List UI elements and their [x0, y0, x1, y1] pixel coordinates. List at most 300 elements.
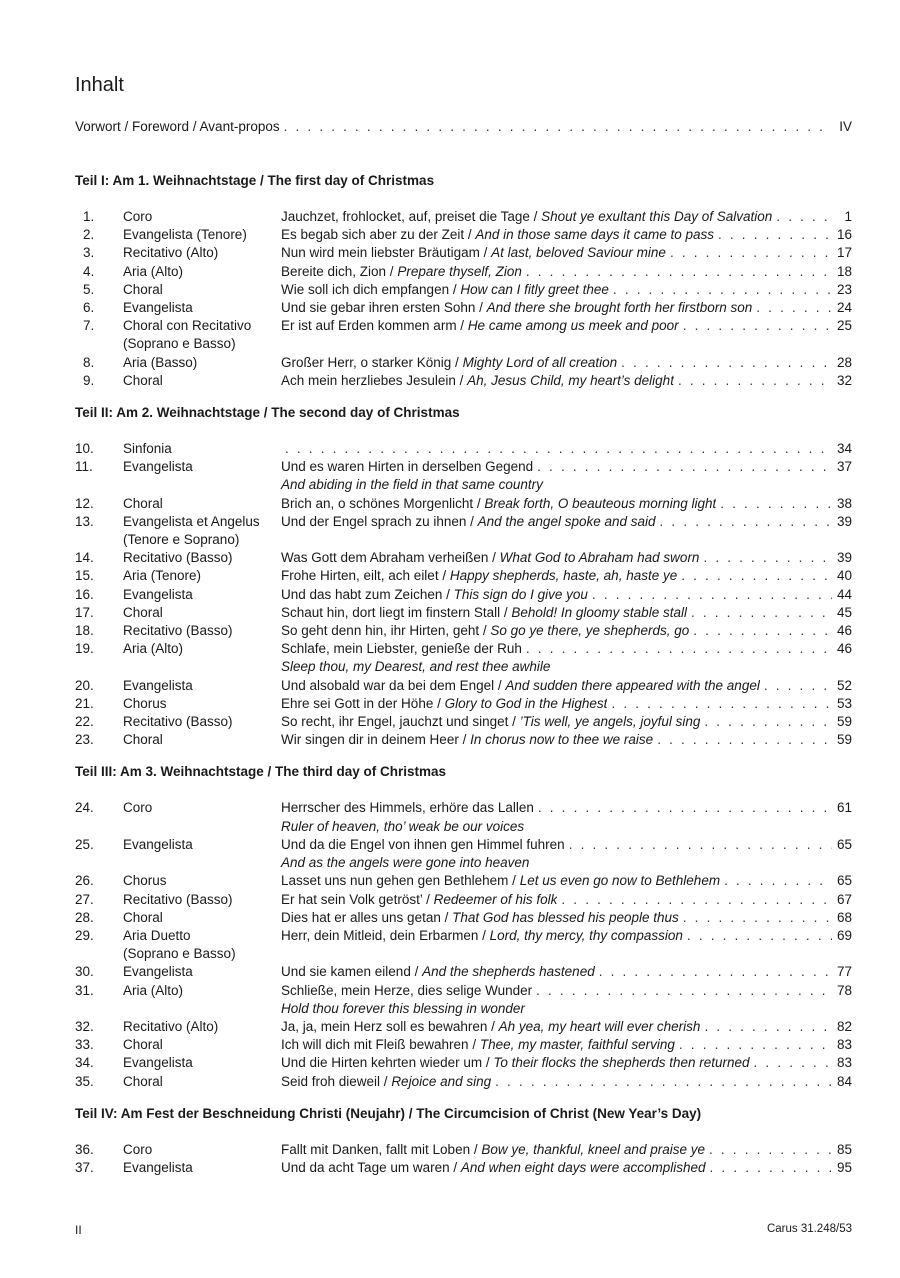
entry-number: 12. — [75, 495, 94, 511]
entry-page: 39 — [836, 550, 852, 566]
entry-number: 25. — [75, 836, 94, 852]
entry-number: 20. — [75, 677, 94, 693]
toc-section — [75, 1105, 852, 1177]
german-title: So geht denn hin, ihr Hirten, geht / — [281, 623, 491, 639]
toc-entry — [75, 872, 852, 890]
entry-page: 61 — [836, 800, 852, 816]
entry-title — [281, 640, 852, 658]
leader-dots — [284, 118, 832, 136]
toc-entry — [75, 604, 852, 622]
entry-list — [75, 799, 852, 1090]
movement-voices — [123, 818, 281, 836]
entry-number: 24. — [75, 800, 94, 816]
leader-dots — [724, 872, 832, 890]
section-heading: Teil IV: Am Fest der Beschneidung Christi (Neujahr) / The Circumcision of Christ (New Year’s Day) — [75, 1105, 702, 1121]
entry-number: 35. — [75, 1073, 94, 1089]
english-title: Mighty Lord of all creation — [462, 354, 618, 370]
movement-type: Sinfonia — [123, 441, 172, 457]
continuation-spacer — [75, 476, 123, 494]
leader-dots — [704, 1018, 832, 1036]
entry-number: 3. — [83, 245, 95, 261]
entry-page: 46 — [836, 623, 852, 639]
leader-dots — [710, 1159, 832, 1177]
entry-title — [281, 836, 852, 854]
english-title: At last, beloved Saviour mine — [491, 245, 666, 261]
leader-dots — [670, 244, 832, 262]
entry-list — [75, 1141, 852, 1177]
german-title: Schlafe, mein Liebster, genieße der Ruh — [281, 641, 522, 657]
english-title: And there she brought forth her firstborn son — [486, 300, 753, 316]
title-text — [281, 640, 522, 658]
english-title: Hold thou forever this blessing in wonder — [281, 1000, 525, 1016]
title-text — [281, 281, 609, 299]
entry-title — [281, 891, 852, 909]
movement-type: Recitativo (Basso) — [123, 623, 233, 639]
leader-dots — [526, 263, 832, 281]
entry-title — [281, 1141, 852, 1159]
movement-type: Evangelista — [123, 1055, 193, 1071]
movement-type: Recitativo (Alto) — [123, 245, 219, 261]
entry-page: 82 — [836, 1018, 852, 1034]
entry-number: 36. — [75, 1141, 94, 1157]
movement-type: Choral — [123, 732, 163, 748]
movement-voices — [123, 1000, 281, 1018]
entry-continuation — [75, 531, 852, 549]
entry-page: 85 — [836, 1141, 852, 1157]
entry-title — [281, 513, 852, 531]
title-text — [281, 513, 656, 531]
title-text — [281, 567, 677, 585]
leader-dots — [709, 1141, 832, 1159]
german-title: Und die Hirten kehrten wieder um / — [281, 1055, 494, 1071]
toc-entry — [75, 244, 852, 262]
catalog-number: Carus 31.248/53 — [766, 1223, 852, 1235]
english-title: Bow ye, thankful, kneel and praise ye — [481, 1141, 705, 1157]
leader-dots — [687, 927, 832, 945]
entry-title — [281, 872, 852, 890]
movement-type: Evangelista — [123, 677, 193, 693]
leader-dots — [683, 909, 832, 927]
entry-number: 9. — [83, 372, 95, 388]
german-title: Seid froh dieweil / — [281, 1073, 392, 1089]
entry-title — [281, 1159, 852, 1177]
entry-number: 32. — [75, 1018, 94, 1034]
entry-number: 28. — [75, 909, 94, 925]
german-title: Herr, dein Mitleid, dein Erbarmen / — [281, 927, 490, 943]
toc-entry — [75, 927, 852, 945]
german-title: Ich will dich mit Fleiß bewahren / — [281, 1037, 480, 1053]
section-heading: Teil I: Am 1. Weihnachtstage / The first day of Christmas — [75, 173, 435, 188]
toc-entry — [75, 299, 852, 317]
leader-dots — [704, 713, 832, 731]
title-text — [281, 1018, 700, 1036]
entry-page: 65 — [836, 873, 852, 889]
entry-title — [281, 1073, 852, 1091]
movement-voices — [123, 854, 281, 872]
english-title: What God to Abraham had sworn — [499, 550, 700, 566]
entry-page: 18 — [836, 263, 852, 279]
title-text — [281, 982, 532, 1000]
foreword-label: Vorwort / Foreword / Avant-propos — [75, 119, 280, 134]
entry-page: 95 — [836, 1159, 852, 1175]
entry-page: 38 — [836, 495, 852, 511]
german-title: Und es waren Hirten in derselben Gegend — [281, 459, 534, 475]
leader-dots — [611, 695, 832, 713]
movement-type: Coro — [123, 209, 153, 224]
movement-type: Evangelista (Tenore) — [123, 227, 247, 243]
english-title: Rejoice and sing — [391, 1073, 492, 1089]
continuation-spacer — [75, 1000, 123, 1018]
toc-entry — [75, 495, 852, 513]
entry-page: 28 — [836, 354, 852, 370]
english-title: Thee, my master, faithful serving — [479, 1037, 675, 1053]
toc-entry — [75, 1073, 852, 1091]
entry-page: 23 — [836, 281, 852, 297]
entry-number: 11. — [75, 459, 93, 475]
german-title: Nun wird mein liebster Bräutigam / — [281, 245, 492, 261]
title-text — [281, 1141, 705, 1159]
english-title: Ah, Jesus Child, my heart’s delight — [467, 372, 674, 388]
english-title: And abiding in the field in that same country — [281, 477, 543, 493]
german-title: Bereite dich, Zion / — [281, 263, 398, 279]
title-text — [281, 549, 699, 567]
leader-dots — [679, 1036, 832, 1054]
movement-voices — [123, 476, 281, 494]
english-title: He came among us meek and poor — [467, 318, 679, 334]
english-title: ’Tis well, ye angels, joyful sing — [519, 714, 701, 730]
title-text — [281, 1073, 491, 1091]
entry-number: 15. — [75, 568, 94, 584]
entry-number: 7. — [83, 318, 95, 334]
entry-page: 83 — [836, 1037, 852, 1053]
movement-type: Evangelista — [123, 586, 193, 602]
entry-page: 44 — [836, 586, 852, 602]
leader-dots — [536, 982, 832, 1000]
title-text — [281, 208, 772, 226]
entry-page: 67 — [836, 891, 852, 907]
english-title: And in those same days it came to pass — [475, 227, 714, 243]
title-text — [281, 1036, 675, 1054]
title-text — [281, 909, 679, 927]
english-title: And sudden there appeared with the angel — [505, 677, 760, 693]
english-title: Happy shepherds, haste, ah, haste ye — [449, 568, 678, 584]
entry-number: 13. — [75, 513, 94, 529]
entry-number: 22. — [75, 714, 94, 730]
english-title: And the shepherds hastened — [422, 964, 595, 980]
toc-entry — [75, 372, 852, 390]
title-text — [281, 317, 679, 335]
movement-type: Choral — [123, 1073, 163, 1089]
entry-number: 29. — [75, 927, 94, 943]
movement-type: Recitativo (Alto) — [123, 1018, 219, 1034]
title-text — [281, 244, 666, 262]
german-title: Es begab sich aber zu der Zeit / — [281, 227, 476, 243]
entry-title — [281, 1054, 852, 1072]
german-title: Herrscher des Himmels, erhöre das Lallen — [281, 800, 534, 816]
section-heading: Teil II: Am 2. Weihnachtstage / The second day of Christmas — [75, 405, 460, 421]
toc-entry — [75, 695, 852, 713]
toc-entry — [75, 317, 852, 335]
entry-number: 34. — [75, 1055, 94, 1071]
entry-title — [281, 567, 852, 585]
german-title: Brich an, o schönes Morgenlicht / — [281, 495, 485, 511]
german-title: Wie soll ich dich empfangen / — [281, 281, 461, 297]
toc-entry — [75, 677, 852, 695]
toc-entry — [75, 440, 852, 458]
english-title: In chorus now to thee we raise — [470, 732, 654, 748]
english-title: Behold! In gloomy stable stall — [511, 604, 687, 620]
toc-entry — [75, 1018, 852, 1036]
entry-page: 39 — [836, 513, 852, 529]
german-title: Und das habt zum Zeichen / — [281, 586, 454, 602]
entry-number: 6. — [83, 300, 95, 316]
english-title: Prepare thyself, Zion — [397, 263, 522, 279]
title-text — [281, 586, 588, 604]
movement-type: Choral — [123, 372, 163, 388]
english-title: Let us even go now to Bethlehem — [519, 873, 721, 889]
toc-entry — [75, 567, 852, 585]
toc-entry — [75, 1141, 852, 1159]
continuation-spacer — [75, 945, 123, 963]
title-text — [281, 927, 683, 945]
movement-type: Coro — [123, 800, 153, 816]
continuation-spacer — [75, 335, 123, 353]
toc-entry — [75, 1054, 852, 1072]
leader-dots — [660, 513, 832, 531]
entry-title — [281, 586, 852, 604]
movement-type: Aria (Alto) — [123, 641, 184, 657]
entry-list — [75, 208, 852, 390]
entry-page: 34 — [836, 441, 852, 457]
leader-dots — [754, 1054, 832, 1072]
toc-entry — [75, 263, 852, 281]
leader-dots — [691, 604, 832, 622]
entry-title — [281, 549, 852, 567]
toc-entry — [75, 731, 852, 749]
german-title: Und der Engel sprach zu ihnen / — [281, 513, 478, 529]
page-title: Inhalt — [75, 74, 124, 96]
entry-title — [281, 263, 852, 281]
german-title: Ja, ja, mein Herz soll es bewahren / — [281, 1018, 499, 1034]
german-title: Ach mein herzliebes Jesulein / — [281, 372, 468, 388]
entry-number: 14. — [75, 550, 94, 566]
entry-number: 27. — [75, 891, 94, 907]
entry-title — [281, 982, 852, 1000]
continuation-spacer — [75, 818, 123, 836]
german-title: Wir singen dir in deinem Heer / — [281, 732, 471, 748]
german-title: Schaut hin, dort liegt im finstern Stall / — [281, 604, 512, 620]
entry-page: 84 — [836, 1073, 852, 1089]
title-text — [281, 263, 522, 281]
leader-dots — [526, 640, 832, 658]
english-title: To their flocks the shepherds then returned — [493, 1055, 750, 1071]
title-text — [281, 695, 607, 713]
entry-number: 37. — [75, 1159, 94, 1175]
english-title: And as the angels were gone into heaven — [281, 855, 530, 871]
english-title: Break forth, O beauteous morning light — [484, 495, 717, 511]
leader-dots — [683, 317, 832, 335]
entry-title — [281, 677, 852, 695]
entry-number: 17. — [75, 604, 94, 620]
movement-type: Chorus — [123, 695, 167, 711]
entry-title — [281, 1018, 852, 1036]
german-title: Und da die Engel von ihnen gen Himmel fuhren — [281, 836, 565, 852]
toc-entry — [75, 549, 852, 567]
entry-continuation — [75, 476, 852, 494]
toc-entry — [75, 891, 852, 909]
german-title: Ehre sei Gott in der Höhe / — [281, 695, 445, 711]
german-title: Frohe Hirten, eilt, ach eilet / — [281, 568, 450, 584]
entry-title — [281, 1036, 852, 1054]
entry-number: 21. — [75, 695, 94, 711]
entry-number: 8. — [83, 354, 95, 370]
toc-entry — [75, 713, 852, 731]
title-text — [281, 1054, 750, 1072]
german-title: Er hat sein Volk getröst’ / — [281, 891, 434, 907]
entry-continuation — [75, 854, 852, 872]
entry-number: 23. — [75, 732, 94, 748]
movement-type: Evangelista et Angelus — [123, 513, 260, 529]
entry-continuation — [75, 945, 852, 963]
entry-page: 37 — [836, 459, 852, 475]
german-title: Fallt mit Danken, fallt mit Loben / — [281, 1141, 482, 1157]
entry-number: 1. — [83, 209, 95, 224]
toc-entry — [75, 586, 852, 604]
movement-type: Choral con Recitativo — [123, 318, 252, 334]
entry-title — [281, 299, 852, 317]
leader-dots — [599, 963, 832, 981]
entry-continuation — [75, 658, 852, 676]
entry-title — [281, 622, 852, 640]
toc-sections — [75, 172, 852, 1191]
movement-type: Coro — [123, 1141, 153, 1157]
title-text — [281, 731, 653, 749]
german-title: Er ist auf Erden kommen arm / — [281, 318, 468, 334]
leader-dots — [764, 677, 832, 695]
title-text — [281, 1159, 706, 1177]
movement-voices — [123, 658, 281, 676]
movement-type: Choral — [123, 495, 163, 511]
title-text — [281, 963, 595, 981]
german-title: Und da acht Tage um waren / — [281, 1159, 461, 1175]
continuation-spacer — [75, 854, 123, 872]
toc-entry — [75, 982, 852, 1000]
entry-number: 16. — [75, 586, 94, 602]
movement-voices: (Soprano e Basso) — [123, 946, 236, 962]
toc-entry — [75, 622, 852, 640]
german-title: Dies hat er alles uns getan / — [281, 909, 453, 925]
continuation-spacer — [75, 658, 123, 676]
leader-dots — [678, 372, 832, 390]
foreword-entry — [75, 118, 852, 136]
movement-type: Evangelista — [123, 459, 193, 475]
movement-type: Choral — [123, 604, 163, 620]
movement-type: Aria (Basso) — [123, 354, 198, 370]
entry-continuation — [75, 818, 852, 836]
toc-entry — [75, 281, 852, 299]
toc-entry — [75, 799, 852, 817]
leader-dots — [613, 281, 832, 299]
entry-page: 65 — [836, 836, 852, 852]
movement-type: Choral — [123, 1037, 163, 1053]
toc-entry — [75, 354, 852, 372]
entry-page: 17 — [836, 245, 852, 261]
movement-voices: (Soprano e Basso) — [123, 336, 236, 352]
entry-number: 18. — [75, 623, 94, 639]
entry-page: 68 — [836, 909, 852, 925]
leader-dots — [776, 208, 832, 226]
entry-title — [281, 208, 852, 226]
title-text — [281, 677, 760, 695]
english-title: Ruler of heaven, tho’ weak be our voices — [281, 818, 525, 834]
entry-page: 77 — [836, 964, 852, 980]
title-text — [281, 354, 617, 372]
entry-number: 4. — [83, 263, 95, 279]
title-text — [281, 891, 557, 909]
entry-page: 25 — [836, 318, 852, 334]
english-title: And when eight days were accomplished — [460, 1159, 706, 1175]
german-title: So recht, ihr Engel, jauchzt und singet / — [281, 714, 520, 730]
movement-type: Recitativo (Basso) — [123, 891, 233, 907]
entry-title — [281, 927, 852, 945]
movement-voices: (Tenore e Soprano) — [123, 532, 240, 548]
title-text — [281, 622, 689, 640]
leader-dots — [538, 799, 832, 817]
entry-title — [281, 799, 852, 817]
toc-entry — [75, 909, 852, 927]
section-heading: Teil III: Am 3. Weihnachtstage / The third day of Christmas — [75, 764, 447, 780]
leader-dots — [569, 836, 832, 854]
german-title: Was Gott dem Abraham verheißen / — [281, 550, 500, 566]
entry-number: 2. — [83, 227, 95, 243]
german-title: Und sie kamen eilend / — [281, 964, 423, 980]
german-title: Schließe, mein Herze, dies selige Wunder — [281, 982, 533, 998]
entry-title — [281, 372, 852, 390]
title-text — [281, 872, 720, 890]
entry-page: 46 — [836, 641, 852, 657]
entry-number: 31. — [75, 982, 94, 998]
movement-type: Recitativo (Basso) — [123, 714, 233, 730]
english-title: Redeemer of his folk — [433, 891, 558, 907]
toc-entry — [75, 963, 852, 981]
toc-entry — [75, 208, 852, 226]
entry-title — [281, 604, 852, 622]
entry-page: 1 — [844, 209, 852, 224]
toc-section — [75, 172, 852, 390]
entry-title — [281, 354, 852, 372]
title-text — [281, 226, 714, 244]
english-title: That God has blessed his people thus — [452, 909, 679, 925]
entry-page: 83 — [836, 1055, 852, 1071]
title-text — [281, 495, 716, 513]
entry-page: 52 — [836, 677, 852, 693]
leader-dots — [495, 1073, 832, 1091]
entry-number: 19. — [75, 641, 94, 657]
title-text — [281, 836, 565, 854]
movement-type: Choral — [123, 909, 163, 925]
entry-title — [281, 909, 852, 927]
movement-type: Aria (Alto) — [123, 982, 184, 998]
english-title: So go ye there, ye shepherds, go — [490, 623, 690, 639]
foreword-page: IV — [839, 119, 852, 134]
german-title: Lasset uns nun gehen gen Bethlehem / — [281, 873, 520, 889]
leader-dots — [720, 495, 832, 513]
title-text — [281, 713, 700, 731]
entry-number: 10. — [75, 441, 94, 457]
movement-type: Recitativo (Basso) — [123, 550, 233, 566]
leader-dots — [285, 440, 832, 458]
movement-type: Evangelista — [123, 1159, 193, 1175]
